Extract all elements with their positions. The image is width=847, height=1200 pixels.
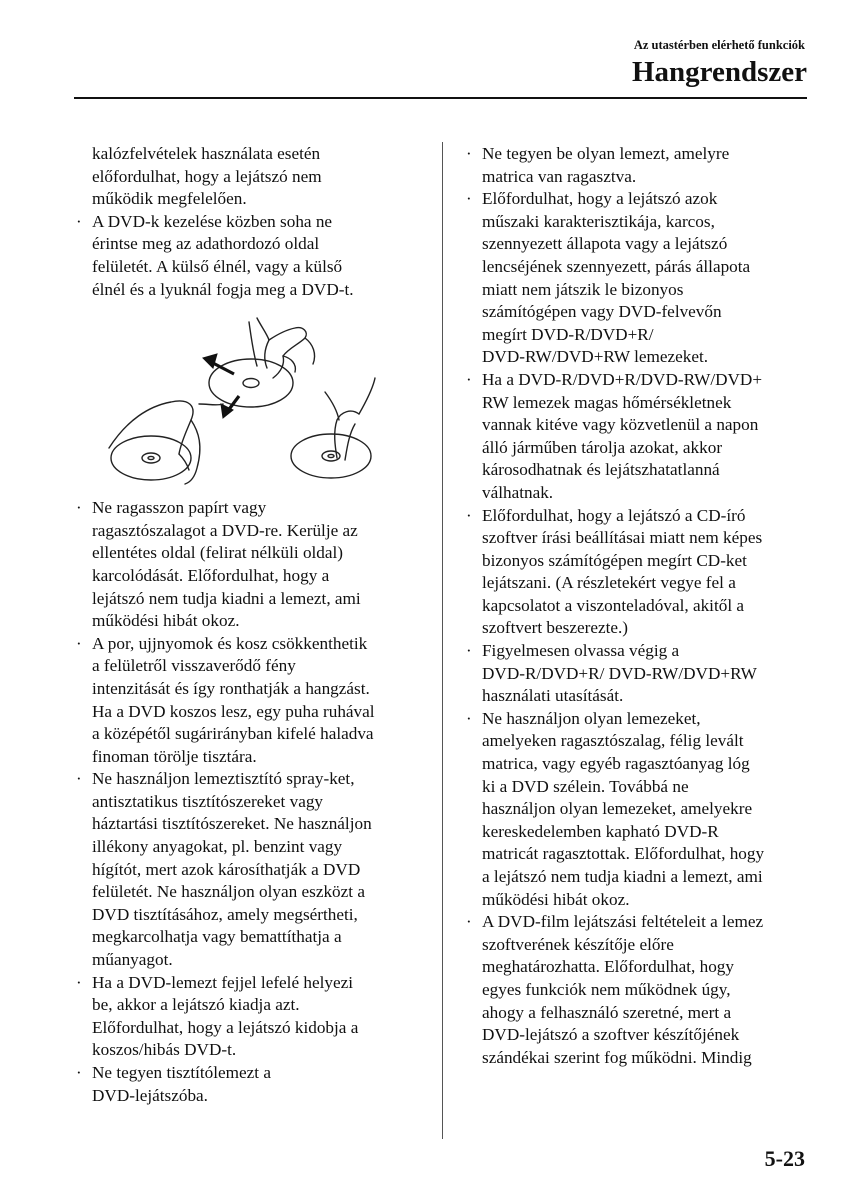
column-divider [442,142,443,1139]
bullet-item [465,708,810,911]
text-line: előfordulhat, hogy a lejátszó nem [92,166,322,186]
bullet-item [75,211,430,301]
text-line: ragasztószalagot a DVD-re. Kerülje az [92,520,358,540]
text-line: kapcsolatot a viszonteladóval, akitől a [482,595,745,615]
bullet-marker: · [466,189,472,209]
text-line: matrica, vagy egyéb ragasztóanyag lóg [482,754,750,774]
text-line: műanyagot. [92,950,173,970]
text-line: Ne tegyen tisztítólemezt a [92,1063,271,1082]
bullet-marker: · [466,369,472,389]
bullet-list-right [465,143,810,1069]
text-line: károsodhatnak és lejátszhatatlanná [482,460,720,480]
continuation-paragraph [75,143,430,211]
bullet-marker: · [76,1063,82,1082]
text-line: lejátszó nem tudja kiadni a lemezt, ami [92,588,361,608]
text-line: bizonyos számítógépen megírt CD-ket [482,550,747,570]
bullet-marker: · [76,769,82,789]
header-divider [74,97,807,99]
text-line: szennyezett állapota vagy a lejátszó [482,234,728,254]
text-line: felületét. A külső élnél, vagy a külső [92,256,343,276]
bullet-item [75,1062,430,1107]
bullet-list-bottom [75,497,430,1107]
text-line: lejátszani. (A részletekért vegye fel a [482,573,736,593]
bullet-item [465,505,810,641]
text-line: működési hibát okoz. [482,889,630,909]
text-line: Figyelmesen olvassa végig a [482,641,680,661]
text-line: Előfordulhat, hogy a lejátszó a CD-író [482,505,746,525]
text-line: felületét. Ne használjon olyan eszközt a [92,882,365,902]
text-line: élnél és a lyuknál fogja meg a DVD-t. [92,279,354,299]
bullet-item [465,911,810,1069]
dvd-handling-illustration-icon [99,308,379,486]
text-line: számítógépen vagy DVD-felvevőn [482,302,722,322]
text-line: finoman törölje tisztára. [92,746,257,766]
left-column [75,143,430,1107]
right-column [465,143,810,1069]
text-line: DVD-R/DVD+R/ DVD-RW/DVD+RW [482,663,757,683]
text-line: intenzitását és így ronthatják a hangzást. [92,678,370,698]
text-line: Ha a DVD-R/DVD+R/DVD-RW/DVD+ [482,369,763,389]
text-line: működik megfelelően. [92,189,247,209]
bullet-item [465,640,810,708]
text-line: válhatnak. [482,482,554,502]
text-line: karcolódását. Előfordulhat, hogy a [92,565,330,585]
text-line: Előfordulhat, hogy a lejátszó azok [482,189,718,209]
text-line: ahogy a felhasználó szeretné, mert a [482,1002,732,1022]
text-line: szoftver írási beállításai miatt nem képes [482,528,763,548]
bullet-item [75,497,430,633]
text-line: megkarcolhatja vagy bemattíthatja a [92,927,342,947]
text-line: megírt DVD-R/DVD+R/ [482,324,654,344]
text-line: Előfordulhat, hogy a lejátszó kidobja a [92,1017,359,1037]
text-line: műszaki karakterisztikája, karcos, [482,211,715,231]
bullet-item [465,143,810,188]
text-line: a középétől sugárirányban kifelé haladva [92,724,374,744]
text-line: háztartási tisztítószereket. Ne használjon [92,814,372,834]
text-line: miatt nem játszik le bizonyos [482,279,684,299]
bullet-item [75,633,430,769]
bullet-marker: · [76,972,82,992]
text-line: koszos/hibás DVD-t. [92,1040,237,1060]
text-line: Ha a DVD-lemezt fejjel lefelé helyezi [92,972,354,992]
text-line: Ne tegyen be olyan lemezt, amelyre [482,144,730,163]
text-line: DVD tisztításához, amely megsértheti, [92,904,358,924]
text-line: matricát ragasztottak. Előfordulhat, hogy [482,844,765,864]
bullet-marker: · [466,708,472,728]
text-line: A por, ujjnyomok és kosz csökkenthetik [92,633,368,653]
bullet-item [465,369,810,505]
bullet-marker: · [76,633,82,653]
text-line: Ne használjon olyan lemezeket, [482,708,701,728]
text-line: ki a DVD szélein. Továbbá ne [482,776,689,796]
text-line: meghatározhatta. Előfordulhat, hogy [482,957,734,977]
text-line: Ne ragasszon papírt vagy [92,498,267,518]
text-line: matrica van ragasztva. [482,166,637,186]
bullet-item [465,188,810,369]
text-line: DVD-RW/DVD+RW lemezeket. [482,347,709,367]
text-line: hígítót, mert azok károsíthatják a DVD [92,859,361,879]
text-line: DVD-lejátszó a szoftver készítőjének [482,1025,740,1045]
bullet-marker: · [76,498,82,518]
text-line: használjon olyan lemezeket, amelyekre [482,799,753,819]
text-line: kereskedelemben kapható DVD-R [482,821,719,841]
text-line: álló járműben tárolja azokat, akkor [482,437,723,457]
page-number: 5-23 [764,1146,805,1171]
bullet-list-top [75,211,430,301]
text-line: kalózfelvételek használata esetén [92,144,321,163]
bullet-marker: · [466,144,472,163]
text-line: ellentétes oldal (felirat nélküli oldal) [92,543,344,563]
text-line: Ha a DVD koszos lesz, egy puha ruhával [92,701,375,721]
section-subtitle: Az utastérben elérhető funkciók [633,38,805,52]
text-line: A DVD-film lejátszási feltételeit a lemez [482,912,764,932]
page-title: Hangrendszer [631,56,807,88]
text-line: szoftvert beszerezte.) [482,618,629,638]
text-line: szoftverének készítője előre [482,934,674,954]
bullet-item [75,972,430,1062]
text-line: be, akkor a lejátszó kiadja azt. [92,995,300,1015]
text-line: vannak kitéve vagy közvetlenül a napon [482,415,759,435]
text-line: antisztatikus tisztítószereket vagy [92,791,324,811]
text-line: RW lemezek magas hőmérsékletnek [482,392,732,412]
bullet-marker: · [466,505,472,525]
bullet-item [75,768,430,971]
text-line: lencséjének szennyezett, párás állapota [482,256,751,276]
text-line: a felületről visszaverődő fény [92,656,296,676]
bullet-marker: · [466,641,472,661]
text-line: DVD-lejátszóba. [92,1085,208,1105]
text-line: amelyeken ragasztószalag, félig levált [482,731,744,751]
bullet-marker: · [466,912,472,932]
bullet-marker: · [76,211,82,231]
text-line: illékony anyagokat, pl. benzint vagy [92,837,343,857]
text-line: működési hibát okoz. [92,611,240,631]
text-line: érintse meg az adathordozó oldal [92,234,320,254]
text-line: használati utasítását. [482,686,624,706]
text-line: a lejátszó nem tudja kiadni a lemezt, ami [482,867,763,886]
text-line: szándékai szerint fog működni. Mindig [482,1047,752,1067]
text-line: Ne használjon lemeztisztító spray-ket, [92,769,355,789]
text-line: A DVD-k kezelése közben soha ne [92,211,333,231]
text-line: egyes funkciók nem működnek úgy, [482,979,731,999]
